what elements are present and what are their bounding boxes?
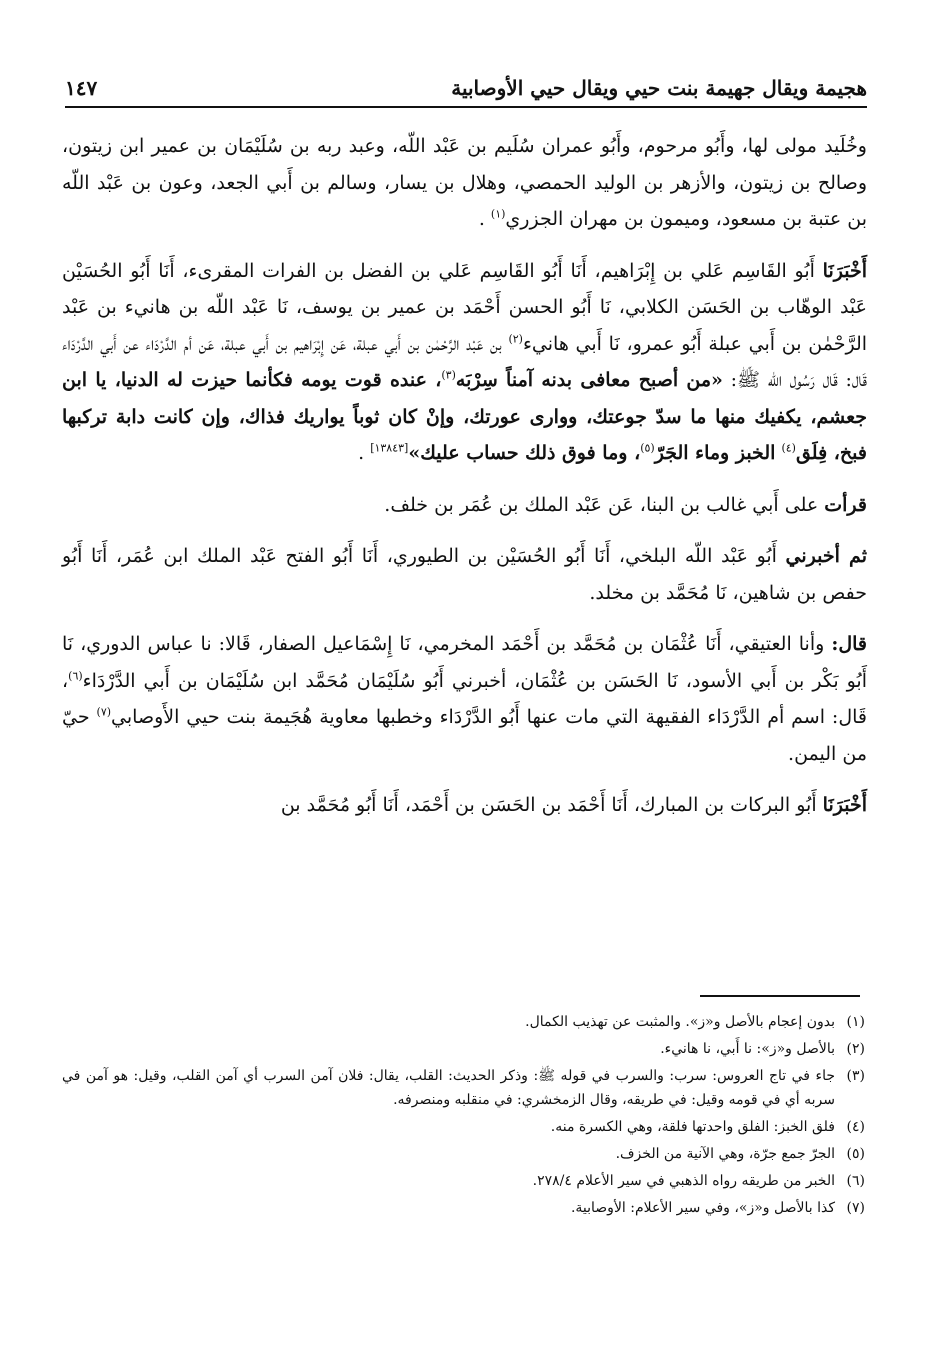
footnote-item bbox=[62, 1142, 865, 1166]
hadith-text-4: ، وما فوق ذلك حساب عليك» bbox=[408, 442, 641, 464]
paragraph-2 bbox=[62, 253, 867, 472]
footnote-item bbox=[62, 1037, 865, 1061]
running-header bbox=[65, 66, 867, 100]
main-text bbox=[62, 128, 867, 839]
paragraph-text-2: ، قَال: اسم أم الدَّرْدَاء الفقيهة التي مات عنها أَبُو الدَّرْدَاء وخطبها معاوية هُجَيمة بنت حيي الأَوصابي bbox=[62, 669, 867, 728]
footnote-number: (٦) bbox=[846, 1173, 865, 1189]
paragraph-text: أَبُو عَبْد اللّه البلخي، أَنَا أَبُو الحُسَيْن بن الطيوري، أَنَا أَبُو الفتح عَبْد الملك ابن عُمَر، أَنَا أَبُو حفص بن شاهين، نَا مُحَمَّد بن مخلد. bbox=[62, 545, 867, 604]
header-rule bbox=[65, 106, 867, 108]
hadith-text-3: الخبز وماء الجَرّ bbox=[654, 442, 776, 464]
paragraph-text: أَبُو البركات بن المبارك، أَنَا أَحْمَد بن الحَسَن بن أَحْمَد، أَنَا أَبُو مُحَمَّد بن bbox=[280, 794, 817, 816]
footnotes bbox=[62, 1010, 865, 1223]
footnote-item bbox=[62, 1196, 865, 1220]
paragraph-lead: قال: bbox=[831, 633, 868, 655]
paragraph-tail: . bbox=[358, 442, 365, 464]
footnote-ref: (٢) bbox=[508, 332, 523, 346]
hadith-text: «من أصبح معافى بدنه آمناً سِرْبَه bbox=[455, 369, 723, 391]
footnote-number: (٧) bbox=[846, 1200, 865, 1216]
paragraph-text: وأنا العتيقي، أَنَا عُثْمَان بن مُحَمَّد بن أَحْمَد المخرمي، نَا إِسْمَاعيل الصفار، قَالا: نا عباس الدوري، نَا أَبُو بَكْر بن أَبي الأسود، نَا الحَسَن بن عُثْمَان، أخبرني أَبُو سُلَيْمَان مُحَمَّد ابن سُلَيْمَان بن أَبي الدَّرْدَاء bbox=[62, 633, 867, 692]
footnote-ref: (٥) bbox=[640, 441, 655, 455]
footnote-ref: (١) bbox=[490, 207, 506, 221]
hadith-reference-number: [١٣٨٤٣] bbox=[370, 441, 409, 455]
paragraph-5 bbox=[62, 626, 867, 772]
paragraph-text: على أَبي غالب بن البنا، عَن عَبْد الملك بن عُمَر بن خلف. bbox=[384, 493, 819, 516]
footnote-separator bbox=[700, 995, 860, 997]
footnote-ref: (٤) bbox=[781, 441, 796, 455]
paragraph-3 bbox=[62, 487, 867, 524]
footnote-number: (٤) bbox=[846, 1119, 865, 1135]
footnote-text: بالأصل و«ز»: نا أَبي، نا هانيء. bbox=[660, 1041, 835, 1057]
paragraph-4 bbox=[62, 538, 867, 611]
footnote-ref: (٧) bbox=[96, 705, 112, 719]
footnote-number: (٢) bbox=[846, 1041, 865, 1057]
footnote-number: (٣) bbox=[846, 1068, 865, 1084]
paragraph-lead: أَخْبَرَنَا bbox=[822, 259, 867, 282]
footnote-text: فلق الخبز: الفلق واحدتها فلقة، وهي الكسرة منه. bbox=[550, 1119, 835, 1135]
footnote-text: الجرّ جمع جرّة، وهي الآنية من الخزف. bbox=[615, 1146, 835, 1162]
footnote-text: كذا بالأصل و«ز»، وفي سير الأعلام: الأوصابية. bbox=[570, 1200, 835, 1216]
page-number: ١٤٧ bbox=[65, 76, 98, 100]
footnote-text: الخبر من طريقه رواه الذهبي في سير الأعلام ٢٧٨/٤. bbox=[532, 1173, 835, 1189]
paragraph-lead: أَخْبَرَنَا bbox=[822, 794, 867, 816]
paragraph-text: أَبُو القَاسِم عَلي بن إِبْرَاهيم، أَنَا أَبُو القَاسِم عَلي بن الفضل بن الفرات المقرىء، أَنَا أَبُو الحُسَيْن عَبْد الوهّاب بن الحَسَن الكلابي، نَا أَبُو الحسن أَحْمَد بن عمير بن يوسف، نَا عَبْد اللّه بن هانيء بن عَبْد الرَّحْمٰن بن أَبي عبلة أَبُو عمرو، نَا أَبي هانيء bbox=[62, 259, 868, 355]
paragraph-lead: ثم أخبرني bbox=[785, 545, 867, 567]
paragraph-text-2: بن عَبْد الرَّحْمٰن بن أَبي عبلة، عَن إِبْرَاهيم بن أَبي عبلة، عَن أم الدَّرْدَاء عن أَبي الدَّرْدَاء قَال: قَال رَسُول الله ﷺ: bbox=[62, 332, 867, 391]
paragraph-1 bbox=[62, 128, 867, 238]
hadith-text-2: ، عنده قوت يومه فكأنما حيزت له الدنيا، يا ابن جعشم، يكفيك منها ما سدّ جوعتك، ووارى عورتك، وإنْ كان ثوباً يواريك فذاك، وإن كانت دابة تركبها فبخ، فِلَق bbox=[62, 369, 867, 464]
footnote-ref: (٦) bbox=[68, 669, 83, 683]
footnote-number: (٥) bbox=[846, 1146, 865, 1162]
paragraph-tail: حيّ من اليمن. bbox=[62, 706, 867, 765]
footnote-item bbox=[62, 1115, 865, 1139]
paragraph-6 bbox=[62, 787, 867, 824]
footnote-text: جاء في تاج العروس: سرب: والسرب في قوله ﷺ: وذكر الحديث: القلب، يقال: فلان آمن السرب أي آمن القلب، وقيل: هو آمن في سربه أي في قومه وقيل: في طريقه، وقال الزمخشري: في منقلبه ومنصرفه. bbox=[62, 1068, 835, 1108]
footnote-ref: (٣) bbox=[441, 368, 456, 382]
footnote-item bbox=[62, 1169, 865, 1193]
paragraph-lead: قرأت bbox=[824, 493, 867, 516]
footnote-item bbox=[62, 1010, 865, 1034]
header-title: هجيمة ويقال جهيمة بنت حيي ويقال حيي الأوصابية bbox=[451, 76, 867, 100]
footnote-number: (١) bbox=[846, 1014, 865, 1030]
footnote-item bbox=[62, 1064, 865, 1112]
paragraph-text: وخُلَيد مولى لها، وأَبُو مرحوم، وأَبُو عمران سُلَيم بن عَبْد اللّه، وعبد ربه بن سُلَيْمَان بن عمير ابن زيتون، وصالح بن زيتون، والأزهر بن الوليد الحمصي، وهلال بن يسار، وسالم بن أَبي الجعد، وعون بن عَبْد اللّه بن عتبة بن مسعود، وميمون بن مهران الجزري bbox=[62, 135, 867, 230]
footnote-text: بدون إعجام بالأصل و«ز». والمثبت عن تهذيب الكمال. bbox=[525, 1014, 835, 1030]
paragraph-tail: . bbox=[478, 208, 485, 230]
